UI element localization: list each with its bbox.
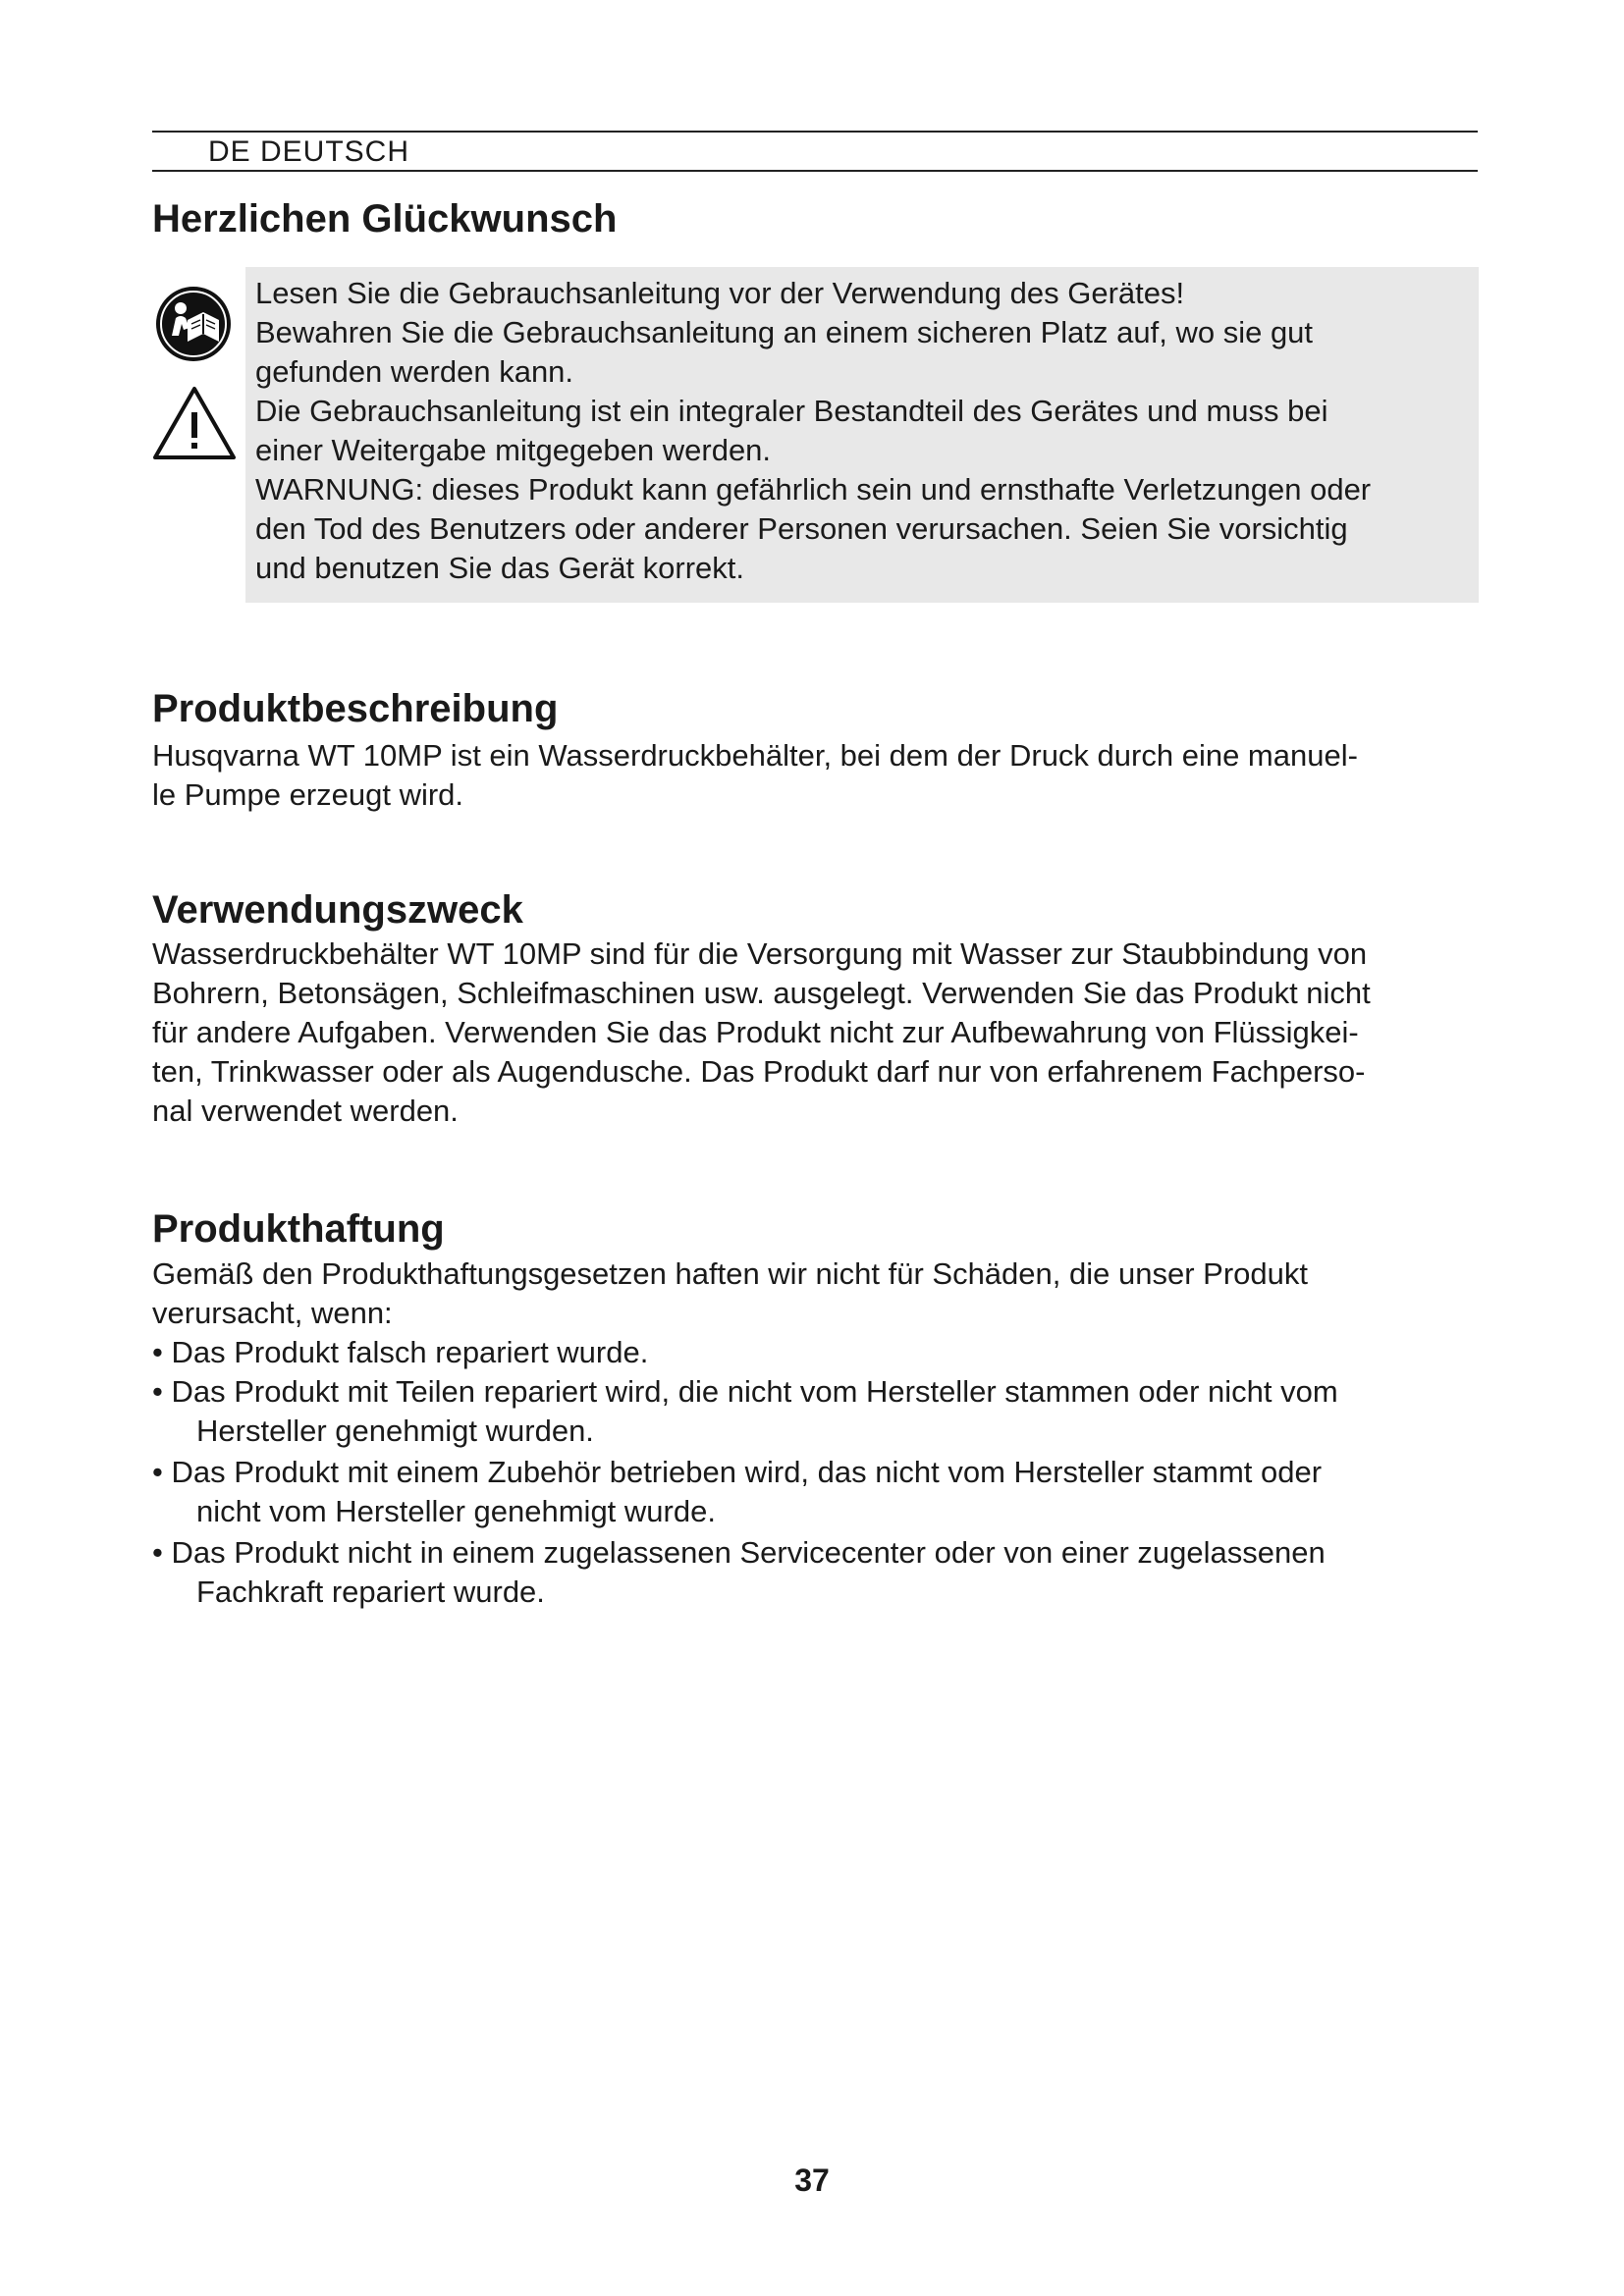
liability-bullet-continuation: Fachkraft repariert wurde. (196, 1575, 545, 1609)
safety-notice-box (245, 267, 1479, 603)
liability-bullet: • Das Produkt nicht in einem zugelassenen Servicecenter oder von einer zugelassenen (152, 1535, 1326, 1570)
language-label: DE DEUTSCH (208, 135, 410, 168)
product-description-title: Produktbeschreibung (152, 687, 559, 730)
language-header (152, 131, 1478, 172)
liability-bullet-continuation: nicht vom Hersteller genehmigt wurde. (196, 1494, 716, 1528)
intended-use-line: Wasserdruckbehälter WT 10MP sind für die Versorgung mit Wasser zur Staubbindung von (152, 936, 1368, 971)
page-number: 37 (794, 2163, 830, 2198)
notice-line: Lesen Sie die Gebrauchsanleitung vor der Verwendung des Gerätes! (255, 276, 1185, 310)
warning-line: WARNUNG: dieses Produkt kann gefährlich sein und ernsthafte Verletzungen oder (255, 472, 1372, 507)
product-liability-title: Produkthaftung (152, 1207, 445, 1251)
read-manual-icon (154, 285, 233, 363)
liability-bullet: • Das Produkt mit einem Zubehör betrieben wird, das nicht vom Hersteller stammt oder (152, 1455, 1323, 1489)
liability-bullet: • Das Produkt falsch repariert wurde. (152, 1335, 649, 1369)
product-liability-intro: verursacht, wenn: (152, 1296, 393, 1330)
warning-line: und benutzen Sie das Gerät korrekt. (255, 551, 745, 585)
notice-line: gefunden werden kann. (255, 354, 574, 389)
intended-use-line: Bohrern, Betonsägen, Schleifmaschinen usw. ausgelegt. Verwenden Sie das Produkt nicht (152, 976, 1371, 1010)
liability-bullet-continuation: Hersteller genehmigt wurden. (196, 1414, 594, 1448)
notice-line: Bewahren Sie die Gebrauchsanleitung an einem sicheren Platz auf, wo sie gut (255, 315, 1314, 349)
product-description-line: Husqvarna WT 10MP ist ein Wasserdruckbehälter, bei dem der Druck durch eine manuel- (152, 738, 1358, 773)
notice-line: Die Gebrauchsanleitung ist ein integraler Bestandteil des Gerätes und muss bei (255, 394, 1328, 428)
notice-line: einer Weitergabe mitgegeben werden. (255, 433, 772, 467)
congrats-title: Herzlichen Glückwunsch (152, 197, 618, 240)
product-liability-intro: Gemäß den Produkthaftungsgesetzen haften wir nicht für Schäden, die unser Produkt (152, 1256, 1308, 1291)
product-description-line: le Pumpe erzeugt wird. (152, 777, 464, 812)
intended-use-title: Verwendungszweck (152, 888, 523, 932)
warning-line: den Tod des Benutzers oder anderer Personen verursachen. Seien Sie vorsichtig (255, 511, 1348, 546)
warning-triangle-icon (152, 385, 237, 461)
liability-bullet: • Das Produkt mit Teilen repariert wird, die nicht vom Hersteller stammen oder nicht vom (152, 1374, 1338, 1409)
intended-use-line: nal verwendet werden. (152, 1094, 459, 1128)
intended-use-line: ten, Trinkwasser oder als Augendusche. Das Produkt darf nur von erfahrenem Fachperso- (152, 1054, 1366, 1089)
intended-use-line: für andere Aufgaben. Verwenden Sie das Produkt nicht zur Aufbewahrung von Flüssigkei- (152, 1015, 1359, 1049)
